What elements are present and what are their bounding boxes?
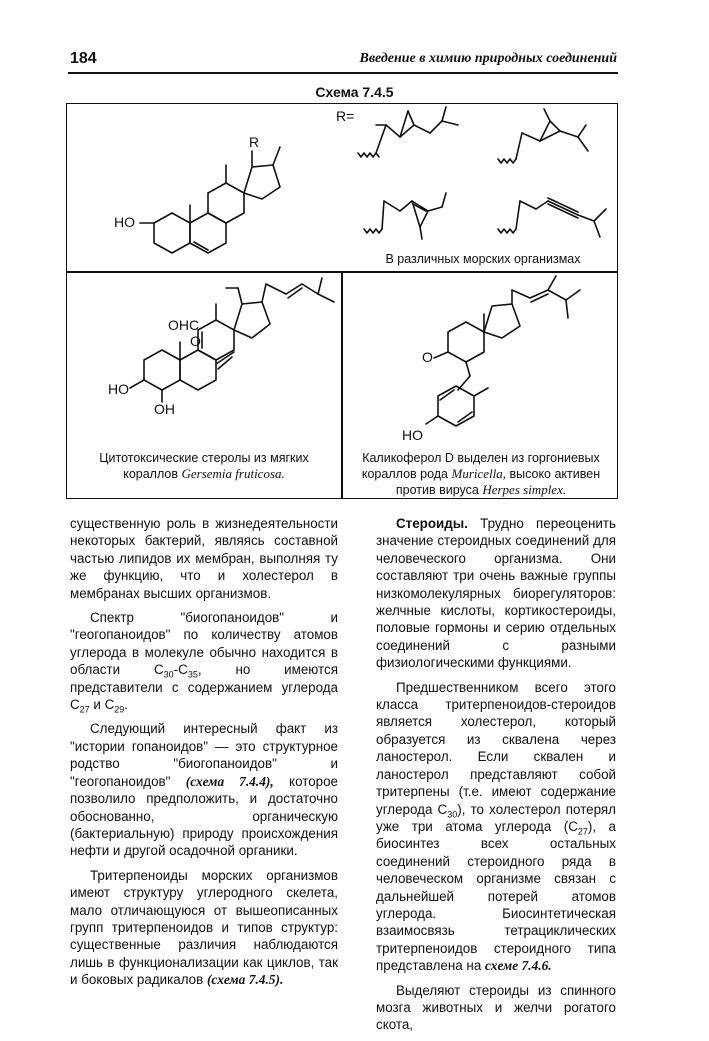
right-paragraph-1: Стероиды. Трудно переоценить значение стероидных соединений для человеческого организма. Они составляют три очень важные группы низкомолекулярных биорегуляторов: желчные кислоты, кортикостероиды, половые гормоны и серию отдельных соединений с разными физиологическими функциями. (376, 516, 616, 671)
ohc-label: OHC (168, 317, 200, 333)
left-caption (70, 450, 338, 482)
left-paragraph-1: существенную роль в жизнедеятельности некоторых бактерий, являясь составной частью липидов их мембран, выполняя ту же функцию, что и холестерол в мембранах высших организмов. (70, 516, 338, 601)
scheme-top-structures (66, 103, 618, 271)
left-caption-line2: кораллов (123, 467, 182, 481)
right-caption-line1: Каликоферол D выделен из горгониевых (362, 451, 600, 465)
left-caption-line1: Цитотоксические стеролы из мягких (99, 451, 309, 465)
scheme-ref-746: схеме 7.4.6. (484, 958, 552, 974)
right-paragraph-3: Выделяют стероиды из спинного мозга животных и желчи рогатого скота, (376, 982, 616, 1033)
sterol-structure-left (66, 272, 341, 447)
left-paragraph-3: Следующий интересный факт из "истории гопаноидов" — это структурное родство "биогопаноидов" и "геогопаноидов" (схема 7.4.4), которое позволило предположить, и достаточно обоснованно, органическую (бактериальную) природу происхождения нефти и другой осадочной органики. (70, 721, 338, 859)
side-chain-2 (498, 109, 588, 163)
ho-label-left: HO (108, 381, 129, 397)
scheme-title: Схема 7.4.5 (315, 84, 394, 100)
side-chain-1 (358, 107, 458, 157)
header-rule (68, 72, 618, 74)
ho-label-top: HO (114, 214, 135, 230)
muricella-italic: Muricella, (451, 466, 506, 481)
right-paragraph-2: Предшественником всего этого класса тритерпеноидов-стероидов является холестерол, который образуется из сквалена через ланостерол. Если сквален и ланостерол представляют собой тритерпены (т.е. имеют содержание углерода $С_{30}$), то холестерол потерял уже три атома углерода $(С_{27})$, а биосинтез всех остальных соединений стероидного ряда в человеческом организме связан с дальнейшей потерей атомов углерода. Биосинтетическая взаимосвязь тетрациклических тритерпеноидов стероидного типа представлена на схеме 7.4.6. (376, 679, 616, 974)
oh-label-left: OH (154, 401, 175, 417)
calicoferol-structure (342, 272, 618, 447)
left-paragraph-4: Тритерпеноиды морских организмов имеют структуру углеродного скелета, мало отличающуюся от вышеописанных групп тритерпеноидов и типов структур: существенные различия наблюдаются лишь в функционализации как циклов, так и боковых радикалов (схема 7.4.5). (70, 867, 338, 988)
gersemia-italic: Gersemia fruticosa. (181, 466, 285, 481)
herpes-italic: Herpes simplex. (482, 482, 567, 497)
right-column (376, 515, 616, 1041)
marine-caption: В различных морских организмах (385, 252, 581, 266)
running-title: Введение в химию природных соединений (359, 51, 617, 66)
side-chain-3 (364, 193, 446, 239)
side-chain-4 (498, 198, 606, 237)
right-caption-line2a: кораллов рода (361, 467, 452, 481)
left-paragraph-2: Спектр "биогопаноидов" и "геогопаноидов" по количеству атомов углерода в молекуле обычно находится в области $С_{30}-С_{35}$, но имеются представители с содержанием углерода $С_{27}$ и $С_{29}$. (70, 610, 338, 715)
scheme-ref-745: (схема 7.4.5). (206, 972, 284, 988)
oxo-label-left: O (190, 333, 201, 349)
scheme-ref-744: (схема 7.4.4), (185, 773, 274, 789)
left-column (70, 515, 338, 996)
r-equals: R= (336, 108, 355, 124)
r-label: R (249, 134, 260, 150)
oxo-label-right: O (422, 349, 433, 365)
ho-label-right: HO (402, 427, 423, 443)
right-caption (348, 450, 614, 498)
section-heading-steroids: Стероиды. (396, 516, 468, 531)
page-number: 184 (70, 50, 97, 67)
steroid-skeleton-top (140, 147, 280, 253)
right-caption-line2c: высоко активен (506, 467, 601, 481)
right-caption-line3a: против вируса (395, 483, 483, 497)
